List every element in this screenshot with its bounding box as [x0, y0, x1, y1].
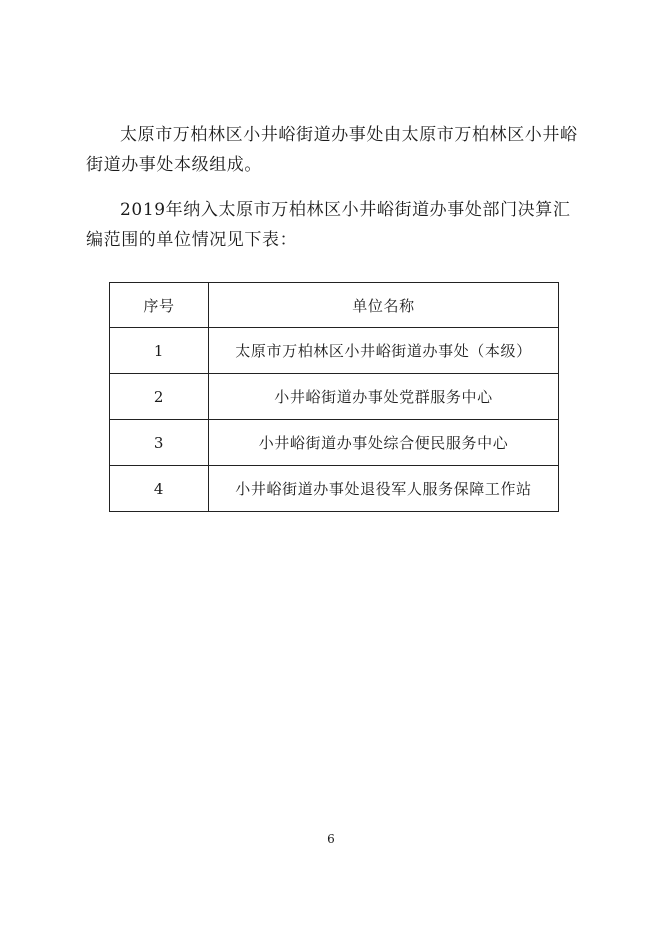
table-row [110, 328, 559, 374]
row-serial-number: 4 [110, 466, 209, 512]
row-unit-name: 小井峪街道办事处综合便民服务中心 [209, 420, 559, 466]
row-serial-number: 2 [110, 374, 209, 420]
scope-paragraph: 2019年纳入太原市万柏林区小井峪街道办事处部门决算汇编范围的单位情况见下表： [86, 200, 571, 250]
row-serial-number: 3 [110, 420, 209, 466]
page-number: 6 [327, 832, 335, 846]
table-row [110, 466, 559, 512]
table-header-row [110, 283, 559, 328]
row-serial-number: 1 [110, 328, 209, 374]
row-unit-name: 太原市万柏林区小井峪街道办事处（本级） [209, 328, 559, 374]
unit-table [109, 282, 559, 512]
header-serial-number: 序号 [110, 283, 209, 328]
header-unit-name: 单位名称 [209, 283, 559, 328]
table-row [110, 374, 559, 420]
table-row [110, 420, 559, 466]
row-unit-name: 小井峪街道办事处党群服务中心 [209, 374, 559, 420]
intro-paragraph: 太原市万柏林区小井峪街道办事处由太原市万柏林区小井峪街道办事处本级组成。 [86, 125, 578, 175]
row-unit-name: 小井峪街道办事处退役军人服务保障工作站 [209, 466, 559, 512]
